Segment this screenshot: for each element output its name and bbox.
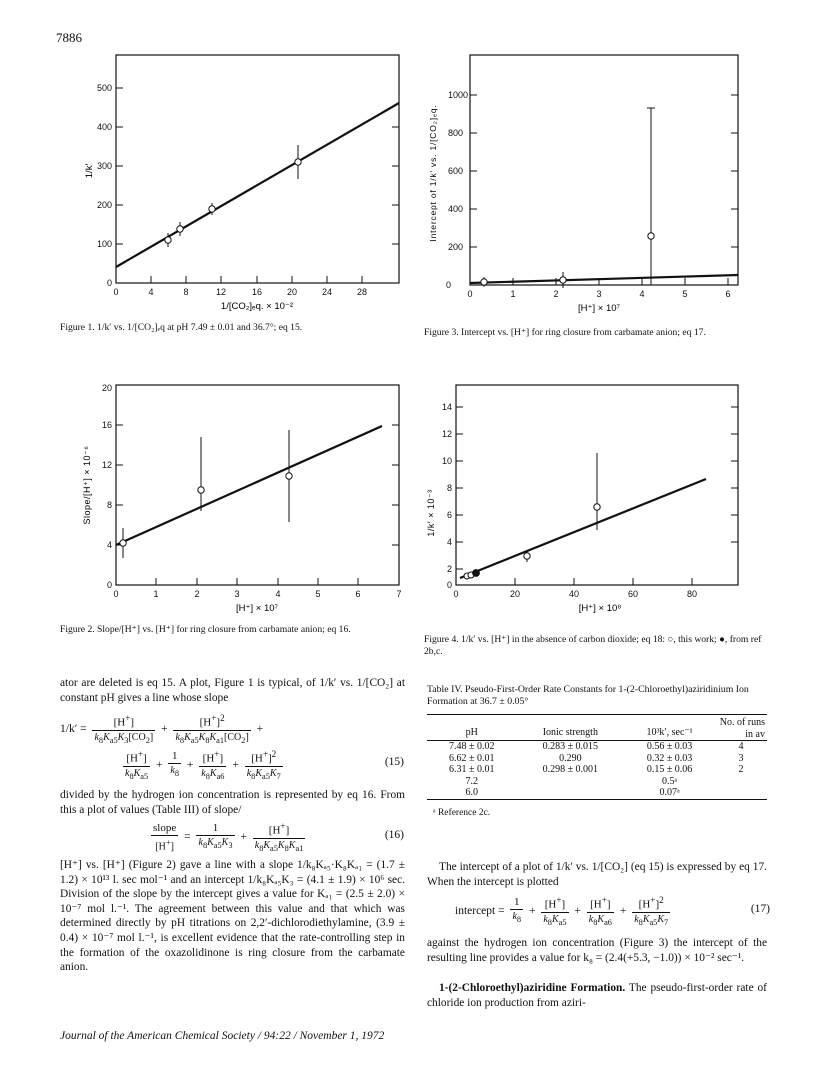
page-number: 7886 <box>56 30 82 45</box>
table-cell: 6.31 ± 0.01 <box>449 764 495 775</box>
section-text: The pseudo-first-order rate of chloride ion production from aziri- <box>427 982 767 1009</box>
y-tick-label: 100 <box>96 239 112 249</box>
left-paragraph-1: ator are deleted is eq 15. A plot, Figure 1 is typical, of 1/k′ vs. 1/[CO₂] at constant pH gives a line whose slope <box>60 677 405 704</box>
table-cell <box>517 776 625 788</box>
data-point <box>295 159 301 165</box>
section-heading: 1-(2-Chloroethyl)aziridine Formation. <box>439 982 626 994</box>
table-row <box>427 764 767 776</box>
right-paragraph-2: against the hydrogen ion concentration (Figure 3) the intercept of the resulting line provides a value for k₈ = (2.4(+5.3, −1.0)) × 10⁻² sec⁻¹. <box>427 937 767 964</box>
x-tick-label: 1 <box>153 589 159 599</box>
x-tick-label: 3 <box>234 589 240 599</box>
y-tick-label: 300 <box>96 161 112 171</box>
x-tick-label: 5 <box>682 289 688 299</box>
x-tick-label: 20 <box>509 589 521 599</box>
x-axis-label: [H⁺] × 10⁷ <box>578 303 620 314</box>
table-cell: 7.48 ± 0.02 <box>449 741 495 752</box>
table-4-footnote: ᵃ Reference 2c. <box>433 807 491 818</box>
table-4-title: Table IV. Pseudo-First-Order Rate Constants for 1-(2-Chloroethyl)aziridinium Ion Formation at 36.7 ± 0.05° <box>427 684 749 707</box>
y-tick-label: 0 <box>106 580 112 590</box>
figure-2 <box>60 385 420 620</box>
fit-line <box>116 426 382 545</box>
table-row <box>427 741 767 753</box>
y-tick-label: 12 <box>441 429 452 439</box>
table-cell <box>715 776 767 788</box>
table-row <box>427 776 767 788</box>
x-tick-label: 6 <box>725 289 731 299</box>
x-tick-label: 0 <box>113 287 119 297</box>
y-tick-label: 0 <box>446 280 452 290</box>
data-point <box>481 279 487 285</box>
y-tick-label: 400 <box>448 204 464 214</box>
data-point <box>560 277 566 283</box>
y-tick-label: 16 <box>101 420 112 430</box>
table-cell: 0.07ᵃ <box>659 787 680 798</box>
fit-line <box>470 275 738 283</box>
table-cell: 0.56 ± 0.03 <box>646 741 693 752</box>
table-cell <box>715 787 767 799</box>
left-paragraph-2: divided by the hydrogen ion concentration is represented by eq 16. From this a plot of values (Table III) of slope/ <box>60 789 405 816</box>
table-header: 10³k′, sec⁻¹ <box>646 726 693 738</box>
y-tick-label: 1000 <box>448 90 469 100</box>
table-cell: 0.298 ± 0.001 <box>542 764 599 775</box>
y-tick-label: 4 <box>106 540 112 550</box>
table-cell: 7.2 <box>465 775 478 787</box>
x-tick-label: 4 <box>275 589 281 599</box>
table-row <box>427 787 767 799</box>
table-cell: 6.0 <box>465 787 478 798</box>
data-point <box>177 226 183 232</box>
table-header: Ionic strength <box>542 726 598 738</box>
x-tick-label: 20 <box>286 287 298 297</box>
data-point <box>286 473 292 479</box>
table-cell: 3 <box>738 752 744 764</box>
right-paragraph-3 <box>427 981 767 1010</box>
y-tick-label: 600 <box>448 166 464 176</box>
journal-footer: Journal of the American Chemical Society / 94:22 / November 1, 1972 <box>60 1030 385 1042</box>
y-tick-label: 8 <box>106 500 112 510</box>
data-point <box>524 553 530 559</box>
table-4-grid <box>427 715 767 800</box>
x-tick-label: 7 <box>396 589 402 599</box>
figure-1 <box>60 55 420 315</box>
y-tick-label: 500 <box>96 83 112 93</box>
x-tick-label: 40 <box>568 589 580 599</box>
y-tick-label: 200 <box>96 200 112 210</box>
y-axis-label: Slope/[H⁺] × 10⁻⁶ <box>82 445 92 525</box>
left-paragraph-3: [H⁺] vs. [H⁺] (Figure 2) gave a line with a slope 1/k₈Kₐ₅·K₈Kₐ₁ = (1.7 ± 1.2) × 10¹³ l. sec mol⁻¹ and an intercept 1/k₈Kₐ₅K₃ = (4.1 ± 1.9) × 10⁶ sec. Division of the slope by the intercept gives a value for Kₐ₁ = (2.5 ± 2.0) × 10⁻⁷ mol l.⁻¹. The agreement between this value and that which was determined directly by pH titrations on 2,2′-dichlorodiethylamine, (3.9 ± 0.4) × 10⁻⁷ mol l.⁻¹, is excellent evidence that the rate-controlling step in the formation of the oxazolidinone is ring closure from the carbamate anion. <box>60 859 405 974</box>
data-point <box>648 233 654 239</box>
y-tick-label: 2 <box>446 564 452 574</box>
y-tick-label: 800 <box>448 128 464 138</box>
figure-3-caption: Figure 3. Intercept vs. [H⁺] for ring closure from carbamate anion; eq 17. <box>424 327 706 338</box>
data-point <box>120 540 126 546</box>
y-tick-label: 4 <box>446 537 452 547</box>
y-tick-label: 12 <box>101 460 112 470</box>
x-tick-label: 60 <box>627 589 639 599</box>
y-tick-label: 14 <box>441 402 452 412</box>
figure-3 <box>424 55 754 325</box>
y-tick-label: 20 <box>101 383 112 393</box>
x-tick-label: 1 <box>510 289 516 299</box>
table-row <box>427 753 767 765</box>
y-axis-label: 1/k′ × 10⁻³ <box>426 489 436 537</box>
x-tick-label: 6 <box>355 589 361 599</box>
y-tick-label: 0 <box>446 580 452 590</box>
y-tick-label: 10 <box>441 456 452 466</box>
x-tick-label: 28 <box>356 287 368 297</box>
table-header: No. of runs in av <box>719 717 765 740</box>
x-tick-label: 24 <box>321 287 333 297</box>
table-header: pH <box>465 726 478 738</box>
table-cell: 0.290 <box>559 752 582 764</box>
data-point <box>209 206 215 212</box>
x-tick-label: 8 <box>183 287 189 297</box>
y-tick-label: 8 <box>446 483 452 493</box>
figure-2-caption: Figure 2. Slope/[H⁺] vs. [H⁺] for ring closure from carbamate anion; eq 16. <box>60 624 351 635</box>
eq17-number: (17) <box>750 903 770 915</box>
fit-line <box>460 479 706 578</box>
x-tick-label: 3 <box>596 289 602 299</box>
x-tick-label: 4 <box>639 289 645 299</box>
y-tick-label: 400 <box>96 122 112 132</box>
y-tick-label: 200 <box>448 242 464 252</box>
right-paragraph-1: The intercept of a plot of 1/k′ vs. 1/[CO₂] (eq 15) is expressed by eq 17. When the intercept is plotted <box>427 861 767 888</box>
y-tick-label: 0 <box>106 278 112 288</box>
data-point-reference <box>473 570 480 577</box>
equation-15: 1/k′ = $\frac{[H^+]}{k_8K_{a5}K_3[CO_2]}$ + $\frac{[H^+]^2}{k_8K_{a5}K_8K_{a1}[CO_2]}$ + $\frac{[H^+]}{k_8K_{a5}}$ + $\frac{1}{k_8}$ + $\frac{[H^+]}{k_8K_{a6}}$ + $\frac{[H^+]^2}{k_8K_{a5}K_7}$ (15) <box>60 713 404 781</box>
x-tick-label: 4 <box>148 287 154 297</box>
x-tick-label: 5 <box>315 589 321 599</box>
x-tick-label: 80 <box>686 589 698 599</box>
data-point <box>198 487 204 493</box>
table-cell: 0.15 ± 0.06 <box>646 764 693 775</box>
x-tick-label: 12 <box>215 287 227 297</box>
table-cell: 0.5ᵃ <box>661 775 678 787</box>
x-axis-label: 1/[CO₂]ₑq. × 10⁻² <box>220 301 294 312</box>
x-tick-label: 0 <box>453 589 459 599</box>
table-cell: 6.62 ± 0.01 <box>449 752 495 764</box>
y-tick-label: 6 <box>446 510 452 520</box>
x-tick-label: 0 <box>113 589 119 599</box>
table-cell: 0.283 ± 0.015 <box>542 741 599 752</box>
fit-line <box>116 103 399 267</box>
eq17-lhs: intercept = <box>455 904 505 917</box>
equation-16: $\frac{\text{slope}}{[H^+]}$ = $\frac{1}{k_8K_{a5}K_3}$ + $\frac{[H^+]}{k_8K_{a5}K_8K_{a1}}$ (16) <box>153 821 404 853</box>
eq15-number: (15) <box>384 756 404 768</box>
data-point <box>594 504 600 510</box>
table-cell: 4 <box>738 741 744 752</box>
x-tick-label: 2 <box>553 289 559 299</box>
data-point <box>165 237 171 243</box>
table-cell <box>517 787 625 799</box>
table-4 <box>427 684 767 818</box>
figure-4 <box>424 385 754 630</box>
y-axis-label: Intercept of 1/k′ vs. 1/[CO₂]ₑq. <box>428 104 438 242</box>
eq15-lhs: 1/k′ = <box>60 722 87 735</box>
eq16-number: (16) <box>384 829 404 841</box>
x-tick-label: 0 <box>467 289 473 299</box>
equation-17: intercept = $\frac{1}{k_8}$ + $\frac{[H^+]}{k_8K_{a5}}$ + $\frac{[H^+]}{k_8K_{a6}}$ + $\frac{[H^+]^2}{k_8K_{a5}K_7}$ (17) <box>455 895 770 927</box>
x-tick-label: 2 <box>194 589 200 599</box>
figure-4-caption: Figure 4. 1/k′ vs. [H⁺] in the absence of carbon dioxide; eq 18: ○, this work; ●, from ref 2b,c. <box>424 634 762 657</box>
y-axis-label: 1/k′ <box>84 163 95 179</box>
table-cell: 0.32 ± 0.03 <box>646 752 693 764</box>
x-axis-label: [H⁺] × 10⁸ <box>578 603 622 614</box>
figure-1-caption: Figure 1. 1/k′ vs. 1/[CO₂]ₑq at pH 7.49 ± 0.01 and 36.7°; eq 15. <box>60 322 303 333</box>
x-tick-label: 16 <box>251 287 263 297</box>
x-axis-label: [H⁺] × 10⁷ <box>236 603 278 614</box>
table-cell: 2 <box>738 764 744 775</box>
